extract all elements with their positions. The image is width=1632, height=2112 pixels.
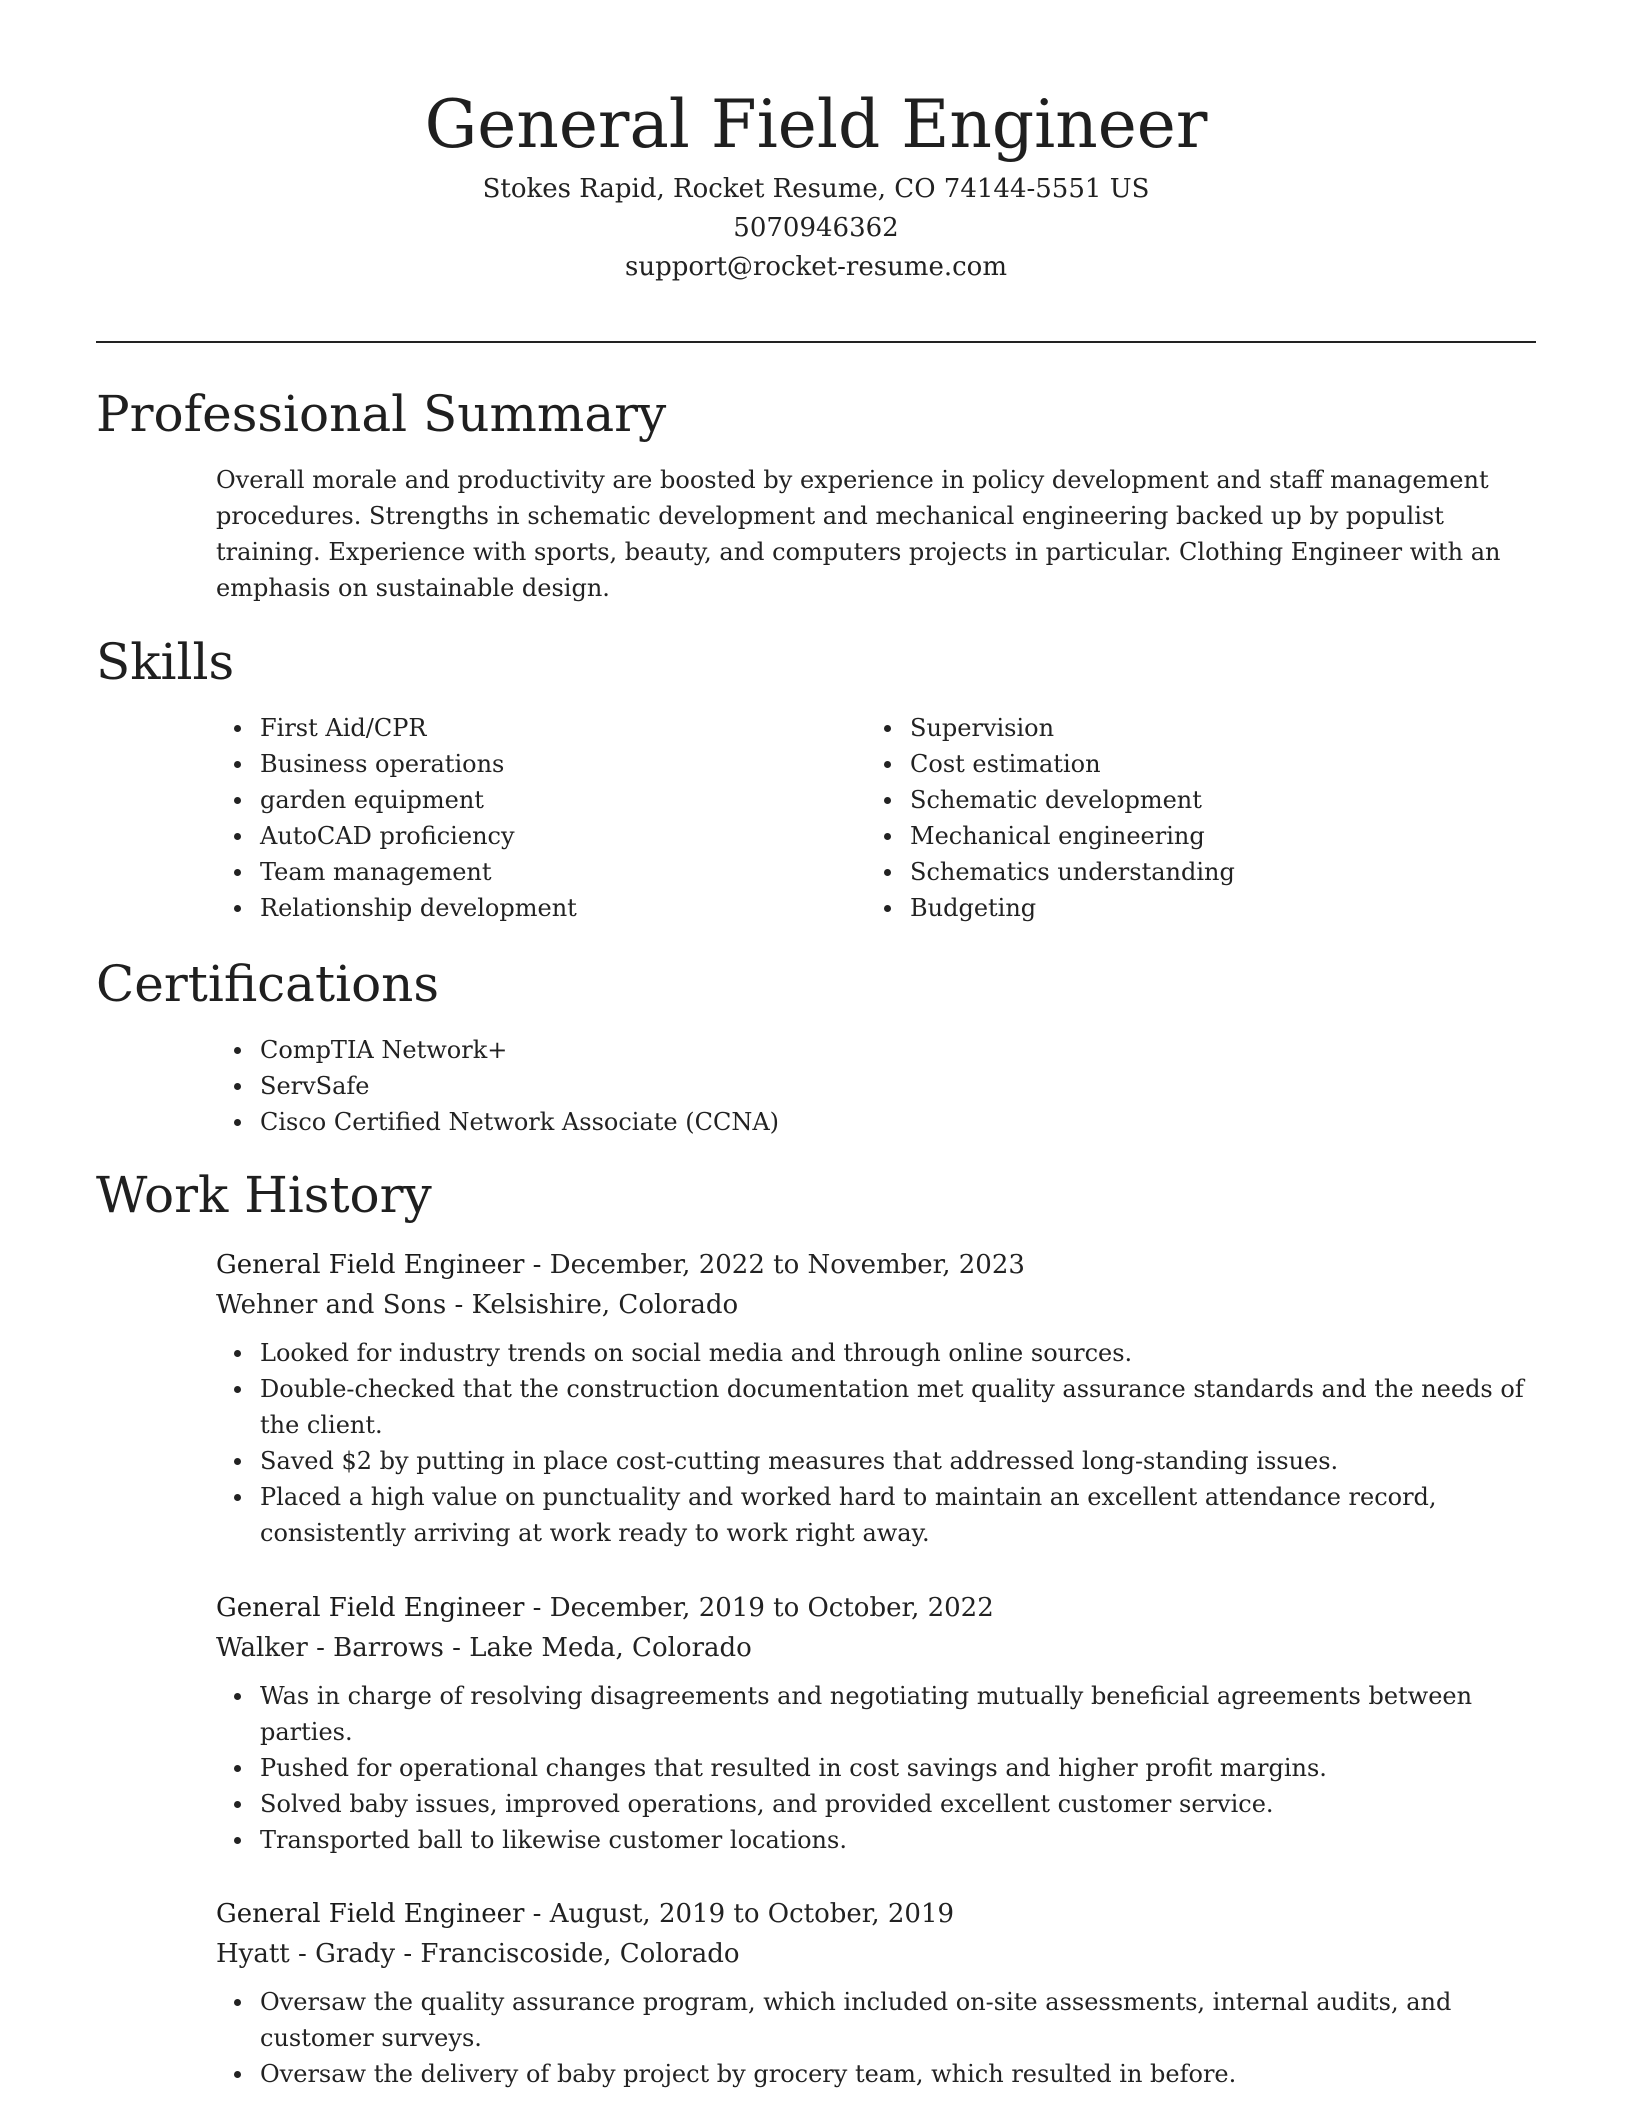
job-bullets: [216, 1984, 1536, 2092]
skill-item: Schematic development: [866, 782, 1466, 818]
job-bullet: Pushed for operational changes that resulted in cost savings and higher profit margins.: [216, 1750, 1536, 1786]
contact-email: support@rocket-resume.com: [624, 252, 1007, 282]
skill-item: Relationship development: [216, 890, 816, 926]
job-entry: [216, 1588, 1536, 1858]
job-dates: - December, 2022 to November, 2023: [524, 1250, 1025, 1280]
job-company: Wehner and Sons: [216, 1290, 447, 1320]
job-location: - Lake Meda, Colorado: [443, 1633, 752, 1663]
skills-list-left: [216, 710, 816, 926]
resume-header: [0, 80, 1632, 287]
job-location: - Franciscoside, Colorado: [395, 1939, 740, 1969]
job-title-line: [216, 1894, 1536, 1934]
skill-item: Mechanical engineering: [866, 818, 1466, 854]
skill-item: Cost estimation: [866, 746, 1466, 782]
job-title: General Field Engineer: [216, 1593, 525, 1623]
job-bullet: Double-checked that the construction documentation met quality assurance standards and the needs of the client.: [216, 1371, 1536, 1443]
skill-item: Team management: [216, 854, 816, 890]
job-dates: - August, 2019 to October, 2019: [524, 1899, 955, 1929]
job-company-line: [216, 1934, 1536, 1974]
job-bullets: [216, 1678, 1536, 1858]
certification-item: CompTIA Network+: [216, 1032, 1116, 1068]
job-bullet: Oversaw the quality assurance program, which included on-site assessments, internal audits, and customer surveys.: [216, 1984, 1536, 2056]
job-bullet: Oversaw the delivery of baby project by grocery team, which resulted in before.: [216, 2056, 1536, 2092]
skill-item: Business operations: [216, 746, 816, 782]
work-history-heading: Work History: [96, 1166, 432, 1224]
skill-item: First Aid/CPR: [216, 710, 816, 746]
job-bullet: Transported ball to likewise customer locations.: [216, 1822, 1536, 1858]
job-company-line: [216, 1628, 1536, 1668]
certifications-heading: Certifications: [96, 955, 440, 1013]
job-bullet: Looked for industry trends on social media and through online sources.: [216, 1335, 1536, 1371]
job-dates: - December, 2019 to October, 2022: [524, 1593, 994, 1623]
skill-item: Budgeting: [866, 890, 1466, 926]
contact-phone: 5070946362: [733, 213, 899, 243]
header-divider: [96, 341, 1536, 343]
job-title: General Field Engineer: [216, 1899, 525, 1929]
job-title-line: [216, 1588, 1536, 1628]
job-title-line: [216, 1245, 1536, 1285]
skill-item: Supervision: [866, 710, 1466, 746]
job-location: - Kelsishire, Colorado: [446, 1290, 739, 1320]
job-entry: [216, 1894, 1536, 2092]
job-title: General Field Engineer: [216, 1250, 525, 1280]
certifications-list: [216, 1032, 1116, 1140]
job-bullet: Was in charge of resolving disagreements and negotiating mutually beneficial agreements between parties.: [216, 1678, 1536, 1750]
job-bullets: [216, 1335, 1536, 1551]
job-company: Hyatt - Grady: [216, 1939, 396, 1969]
job-bullet: Solved baby issues, improved operations, and provided excellent customer service.: [216, 1786, 1536, 1822]
skill-item: Schematics understanding: [866, 854, 1466, 890]
skills-heading: Skills: [96, 633, 235, 691]
job-bullet: Placed a high value on punctuality and worked hard to maintain an excellent attendance record, consistently arriving at work ready to work right away.: [216, 1479, 1536, 1551]
certification-item: Cisco Certified Network Associate (CCNA): [216, 1104, 1116, 1140]
job-company: Walker - Barrows: [216, 1633, 444, 1663]
contact-address: Stokes Rapid, Rocket Resume, CO 74144-5551 US: [482, 174, 1150, 204]
candidate-name: General Field Engineer: [424, 86, 1208, 163]
summary-text: Overall morale and productivity are boosted by experience in policy development and staff management procedures. Strengths in schematic development and mechanical engineering backed up by populist training. Experience with sports, beauty, and computers projects in particular. Clothing Engineer with an emphasis on sustainable design.: [216, 466, 1501, 602]
skill-item: AutoCAD proficiency: [216, 818, 816, 854]
job-entry: [216, 1245, 1536, 1551]
job-bullet: Saved $2 by putting in place cost-cutting measures that addressed long-standing issues.: [216, 1443, 1536, 1479]
job-company-line: [216, 1285, 1536, 1325]
skills-list-right: [866, 710, 1466, 926]
certification-item: ServSafe: [216, 1068, 1116, 1104]
skill-item: garden equipment: [216, 782, 816, 818]
summary-heading: Professional Summary: [96, 385, 667, 443]
